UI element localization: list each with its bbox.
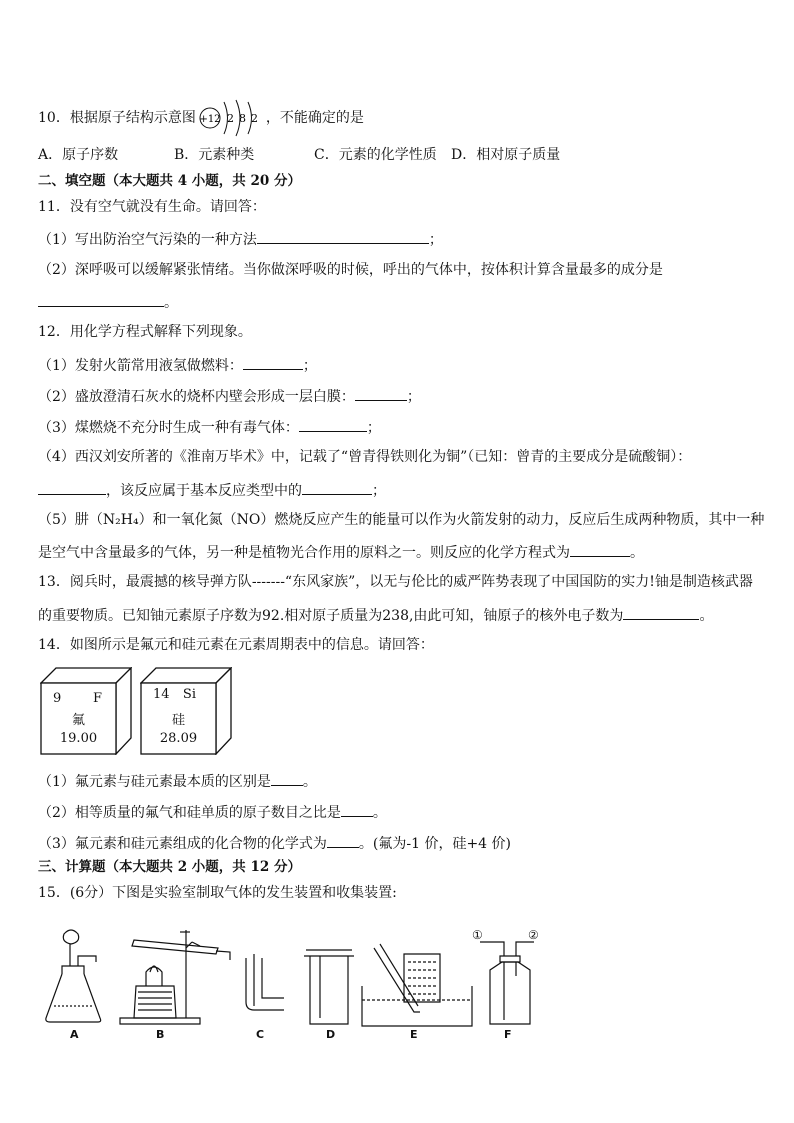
q14-part3-text: （3）氟元素和硅元素组成的化合物的化学式为 (38, 836, 327, 852)
apparatus-e-trough (362, 944, 472, 1026)
q12-part4-text-b: ，该反应属于基本反应类型中的 (106, 483, 302, 499)
section3-title: 三、计算题（本大题共 2 小题，共 12 分） (38, 859, 301, 875)
silicon-atomic-number: 14 (153, 687, 170, 702)
q12-part4-answer-line (38, 480, 386, 500)
q12-part1 (38, 355, 317, 375)
q12-part3-end: ； (366, 420, 381, 436)
q14-part3 (38, 833, 511, 853)
q12-answer-3[interactable] (299, 417, 367, 432)
q15-stem: 15．(6分）下图是实验室制取气体的发生装置和收集装置: (38, 885, 397, 901)
q13-line2 (38, 605, 713, 625)
q13-line1: 13．阅兵时，最震撼的核导弹方队-------“东风家族”，以无与伦比的威严阵势表现了中国国防的实力!铀是制造核武器 (38, 574, 753, 590)
q12-part4-end: ； (372, 483, 386, 499)
q12-part2-text: （2）盛放澄清石灰水的烧杯内壁会形成一层白膜： (38, 389, 355, 405)
apparatus-label-d: D (326, 1028, 336, 1041)
q12-answer-4b[interactable] (302, 480, 372, 495)
q10-option-b: B．元素种类 (174, 147, 255, 163)
q10-option-a: A．原子序数 (38, 147, 119, 163)
q10-options (38, 146, 758, 164)
q14-answer-3[interactable] (327, 833, 359, 848)
q13-line2-text: 的重要物质。已知铀元素原子序数为92.相对原子质量为238,由此可知，铀原子的核外电子数为 (38, 608, 624, 624)
q14-part2-end: 。 (372, 805, 387, 821)
q14-part2-text: （2）相等质量的氟气和硅单质的原子数目之比是 (38, 805, 341, 821)
q12-part3-text: （3）煤燃烧不充分时生成一种有毒气体： (38, 420, 299, 436)
q14-part1-text: （1）氟元素与硅元素最本质的区别是 (38, 774, 271, 790)
element-cell-fluorine (40, 667, 132, 755)
q10-suffix: ，不能确定的是 (265, 110, 364, 126)
q14-answer-1[interactable] (271, 771, 303, 786)
port-label-2: ② (528, 928, 539, 942)
atom-shell-1: 2 (226, 112, 234, 125)
q12-part5-line1: （5）肼（N₂H₄）和一氧化氮（NO）燃烧反应产生的能量可以作为火箭发射的动力，反应后生成两种物质，其中一种 (38, 512, 765, 528)
apparatus-c-tube (246, 954, 284, 1010)
q10-stem (38, 98, 364, 138)
fluorine-symbol: F (92, 691, 102, 706)
q12-part2 (38, 386, 421, 406)
q14-part3-note: 。(氟为-1 价，硅+4 价) (358, 836, 512, 852)
apparatus-b-heating (120, 930, 230, 1024)
q11-part2-answer-line (38, 292, 178, 312)
q12-part5-line2 (38, 542, 644, 562)
q10-option-c: C．元素的化学性质 (314, 147, 437, 163)
q12-part3 (38, 417, 381, 437)
atom-structure-diagram (198, 98, 264, 138)
atom-nucleus: +12 (199, 114, 221, 125)
q12-answer-4a[interactable] (38, 480, 106, 495)
q12-answer-1[interactable] (243, 355, 303, 370)
q10-option-d: D．相对原子质量 (451, 147, 561, 163)
q12-part4: （4）西汉刘安所著的《淮南万毕术》中，记载了“曾青得铁则化为铜”（已知：曾青的主要成分是硫酸铜）： (38, 449, 692, 465)
silicon-atomic-mass: 28.09 (159, 731, 198, 746)
element-cell-silicon (140, 667, 232, 755)
apparatus-label-a: A (70, 1028, 79, 1041)
q14-answer-2[interactable] (341, 802, 373, 817)
q11-stem: 11．没有空气就没有生命。请回答： (38, 199, 266, 215)
apparatus-label-f: F (504, 1028, 512, 1041)
atom-shell-3: 2 (250, 112, 258, 125)
apparatus-a-flask (46, 930, 101, 1022)
q13-end: 。 (699, 608, 714, 624)
section2-title: 二、填空题（本大题共 4 小题，共 20 分） (38, 173, 301, 189)
fluorine-atomic-mass: 19.00 (59, 731, 98, 746)
apparatus-figure (40, 926, 560, 1046)
apparatus-label-b: B (156, 1028, 165, 1041)
apparatus-f-bottle (480, 942, 534, 1024)
q14-part1 (38, 771, 317, 791)
q11-answer-2[interactable] (38, 292, 164, 307)
q12-part1-text: （1）发射火箭常用液氢做燃料： (38, 358, 243, 374)
q11-answer-1[interactable] (257, 229, 429, 244)
q10-prefix: 10．根据原子结构示意图 (38, 110, 196, 126)
silicon-symbol: Si (182, 687, 196, 702)
q13-answer[interactable] (623, 605, 699, 620)
q14-part1-end: 。 (302, 774, 317, 790)
q11-part1 (38, 229, 443, 249)
port-label-1: ① (472, 928, 483, 942)
fluorine-name: 氟 (71, 713, 85, 728)
apparatus-d-jar (304, 950, 354, 1024)
q14-stem: 14．如图所示是氟元和硅元素在元素周期表中的信息。请回答： (38, 637, 434, 653)
q12-stem: 12．用化学方程式解释下列现象。 (38, 324, 252, 340)
q11-part1-end: ； (428, 232, 443, 248)
apparatus-label-e: E (410, 1028, 418, 1041)
fluorine-atomic-number: 9 (53, 691, 62, 706)
q12-part5-text-b: 是空气中含量最多的气体，另一种是植物光合作用的原料之一。则反应的化学方程式为 (38, 545, 570, 561)
q12-answer-2[interactable] (355, 386, 407, 401)
q11-part2-end: 。 (164, 295, 178, 311)
q11-part2: （2）深呼吸可以缓解紧张情绪。当你做深呼吸的时候，呼出的气体中，按体积计算含量最多的成分是 (38, 262, 663, 278)
q11-part1-text: （1）写出防治空气污染的一种方法 (38, 232, 257, 248)
q12-answer-5[interactable] (570, 542, 630, 557)
q12-part1-end: ； (302, 358, 317, 374)
apparatus-label-c: C (256, 1028, 265, 1041)
q12-part2-end: ； (406, 389, 421, 405)
atom-shell-2: 8 (238, 112, 246, 125)
q14-part2 (38, 802, 387, 822)
q12-part5-end: 。 (630, 545, 644, 561)
silicon-name: 硅 (171, 713, 185, 728)
